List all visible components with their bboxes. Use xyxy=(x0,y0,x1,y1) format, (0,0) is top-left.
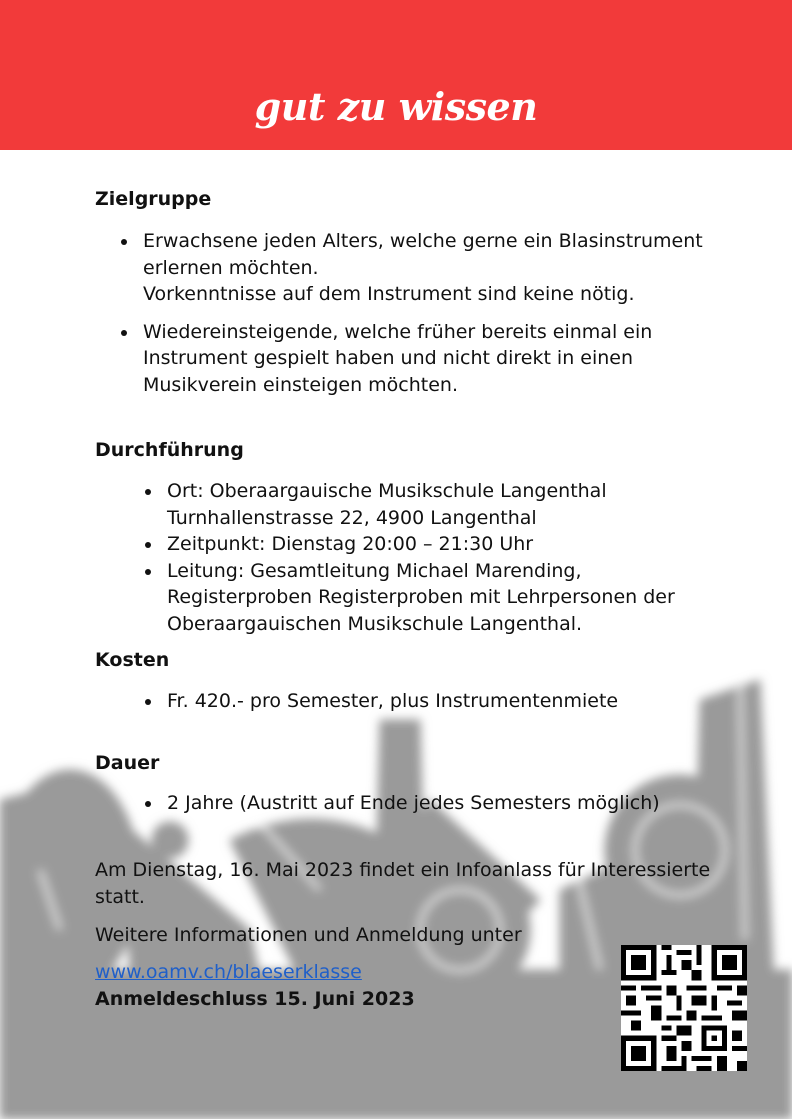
list-item-line: Turnhallenstrasse 22, 4900 Langenthal xyxy=(167,506,537,529)
list-item xyxy=(143,688,703,715)
list-item-line: Zeitpunkt: Dienstag 20:00 – 21:30 Uhr xyxy=(167,533,534,555)
list-zielgruppe xyxy=(119,228,719,398)
deadline-text: Anmeldeschluss 15. Juni 2023 xyxy=(95,987,415,1010)
registration-link-line xyxy=(95,959,415,1012)
list-item-line: Instrument gespielt haben und nicht direkt in einen xyxy=(143,347,634,369)
list-item-line: Leitung: Gesamtleitung Michael Marending, xyxy=(167,559,582,582)
list-item-line: Erwachsene jeden Alters, welche gerne ein Blasinstrument xyxy=(143,230,703,252)
list-item-line: Registerproben Registerproben mit Lehrpersonen der xyxy=(167,586,675,608)
list-item xyxy=(143,478,703,531)
heading-zielgruppe: Zielgruppe xyxy=(95,188,212,210)
list-item xyxy=(119,319,719,399)
list-item-line: Fr. 420.- pro Semester, plus Instrumentenmiete xyxy=(167,690,619,712)
list-item xyxy=(143,558,703,638)
list-dauer xyxy=(143,790,703,817)
heading-kosten: Kosten xyxy=(95,649,170,671)
list-item-line: Ort: Oberaargauische Musikschule Langenthal xyxy=(167,480,607,502)
info-line: statt. xyxy=(95,885,145,908)
list-item-line: erlernen möchten. xyxy=(143,256,319,279)
list-item-line: Oberaargauischen Musikschule Langenthal. xyxy=(167,612,583,635)
list-item-line: Wiedereinsteigende, welche früher bereits einmal ein xyxy=(143,320,653,343)
list-item-line: 2 Jahre (Austritt auf Ende jedes Semesters möglich) xyxy=(167,792,660,814)
list-kosten xyxy=(143,688,703,715)
registration-link[interactable]: www.oamv.ch/blaeserklasse xyxy=(95,961,362,983)
list-item xyxy=(119,228,719,308)
info-line: Am Dienstag, 16. Mai 2023 findet ein Infoanlass für Interessierte xyxy=(95,859,711,881)
heading-durchfuehrung: Durchführung xyxy=(95,439,244,461)
list-item-line: Musikverein einsteigen möchten. xyxy=(143,373,458,396)
list-item xyxy=(143,531,703,558)
list-item-line: Vorkenntnisse auf dem Instrument sind keine nötig. xyxy=(143,283,635,305)
heading-dauer: Dauer xyxy=(95,752,160,774)
more-info-text: Weitere Informationen und Anmeldung unter xyxy=(95,924,522,946)
page-title: gut zu wissen xyxy=(254,84,538,129)
qr-code-icon[interactable] xyxy=(621,945,747,1071)
list-item xyxy=(143,790,703,817)
list-durchfuehrung xyxy=(143,478,703,637)
info-text xyxy=(95,857,715,910)
